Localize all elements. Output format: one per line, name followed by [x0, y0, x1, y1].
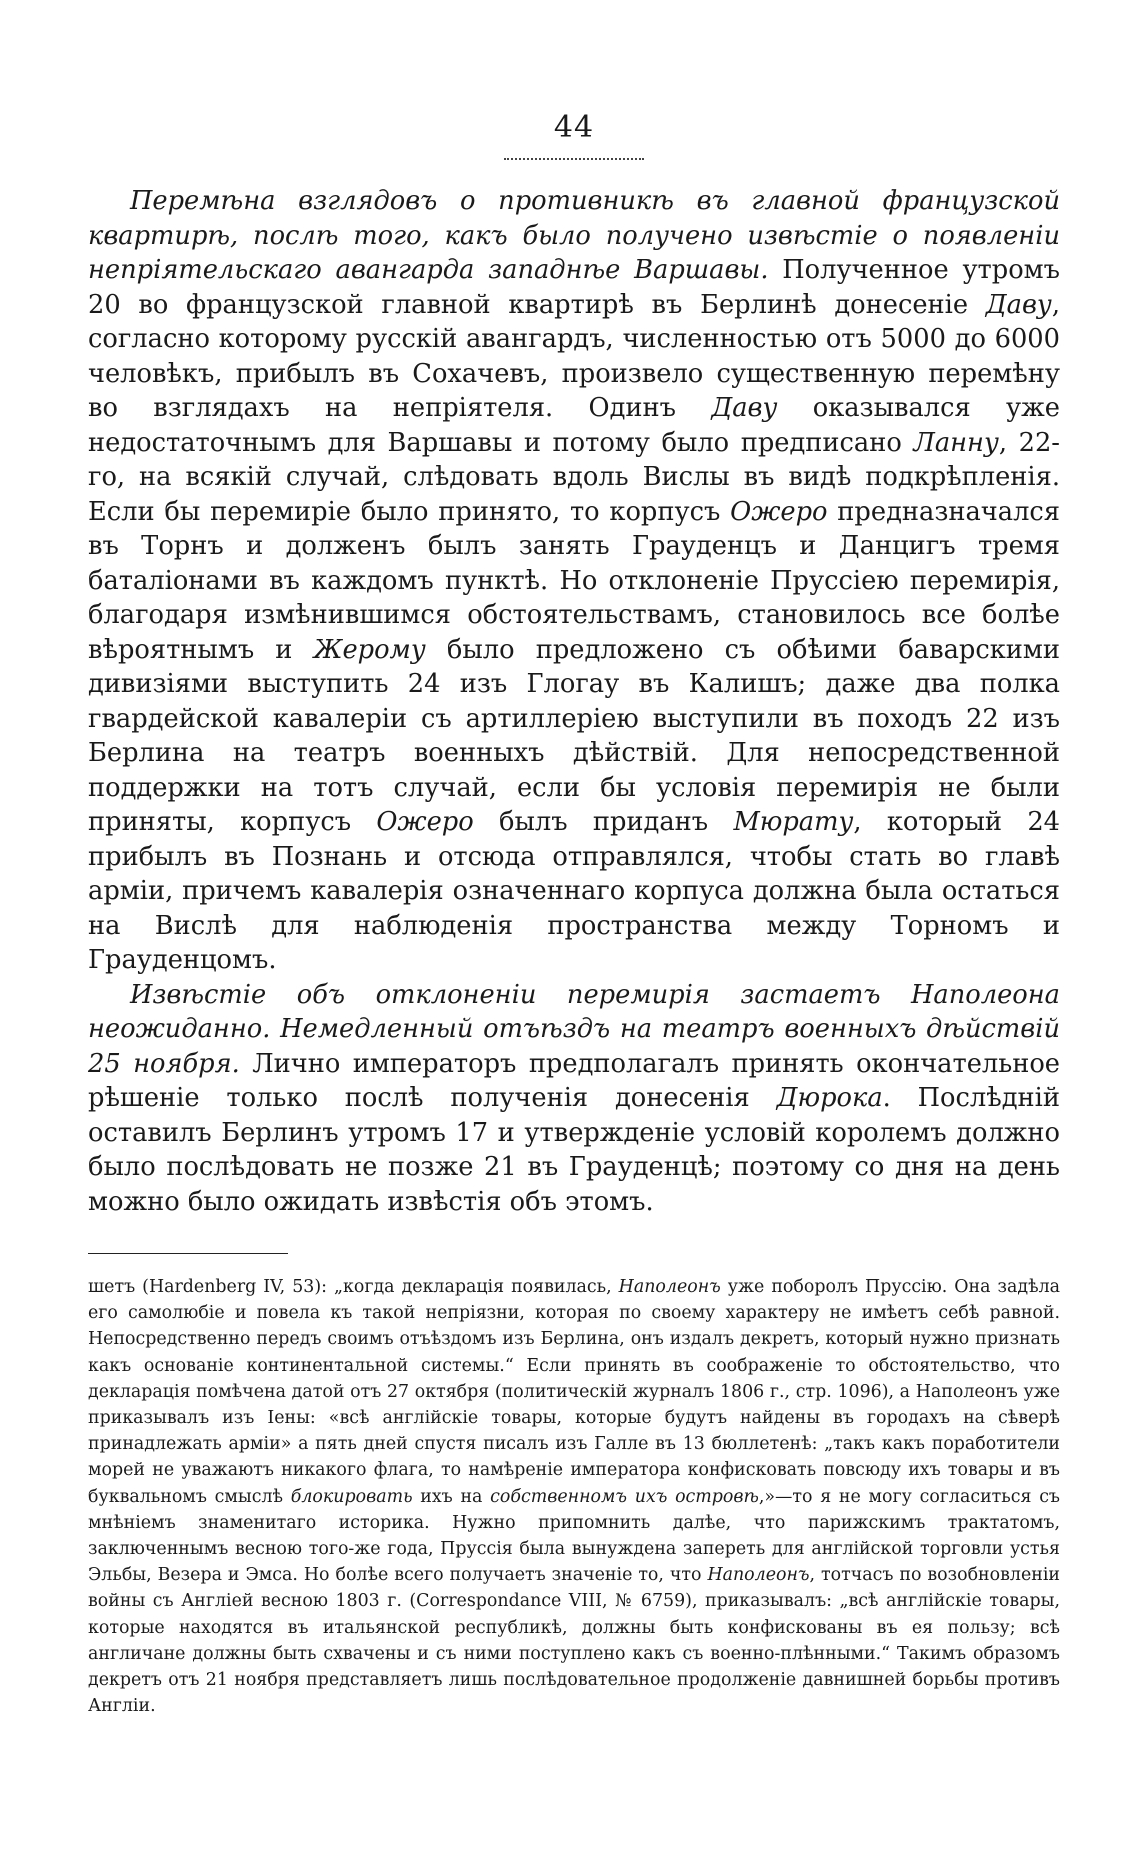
paragraph	[88, 184, 1060, 978]
person-name: Даву	[711, 393, 778, 423]
text-run: уже поборолъ Пруссію. Она задѣла его самолюбіе и повела къ такой непріязни, которая по своему характеру не имѣетъ себѣ равной. Непосредственно передъ своимъ отъѣздомъ изъ Берлина, онъ издалъ декретъ, который нужно признать какъ основаніе континентальной системы.“ Если принять въ соображеніе то обстоятельство, что декларація помѣчена датой отъ 27 октября (политическій журналъ 1806 г., стр. 1096), а Наполеонъ уже приказывалъ изъ Іены: «всѣ англійскіе товары, которые будутъ найдены въ городахъ на сѣверѣ принадлежать арміи» а пять дней спустя писалъ изъ Галле въ 13 бюллетенѣ: „такъ какъ поработители морей не уважаютъ никакого флага, то намѣреніе императора конфисковать повсюду ихъ товары и въ буквальномъ смыслѣ	[88, 1277, 1060, 1507]
emphasis: блокировать	[290, 1486, 413, 1507]
emphasis: собственномъ ихъ островѣ	[490, 1486, 759, 1507]
person-name: Ожеро	[376, 807, 474, 837]
person-name: Даву	[985, 289, 1052, 320]
text-run: предназначался въ Торнъ и долженъ былъ занять Грауденцъ и Данцигъ тремя баталіонами въ каждомъ пунктѣ. Но отклоненіе Пруссіею перемирія, благодаря измѣнившимся обстоятельствамъ, становилось все болѣе вѣроятнымъ и	[88, 496, 1060, 665]
person-name: Наполеонъ	[618, 1277, 721, 1297]
person-name: Дюрока	[776, 1083, 883, 1113]
text-run: Полученное утромъ 20 во французской главной квартирѣ въ Берлинѣ донесеніе	[88, 255, 1061, 320]
text-run: ,»—то я не могу согласиться съ мнѣніемъ знаменитаго историка. Нужно припомнить далѣе, что парижскимъ трактатомъ, заключеннымъ весною того-же года, Пруссія была вынуждена запереть для англійской торговли устья Эльбы, Везера и Эмса. Но болѣе всего получаетъ значеніе то, что	[88, 1486, 1060, 1586]
text-run: , тотчасъ по возобновленіи войны съ Англіей весною 1803 г. (Correspondance VIII, № 6759), приказывалъ: „всѣ англійскіе товары, которые находятся въ итальянской республикѣ, должны быть конфискованы въ ея пользу; всѣ англичане должны быть схвачены и съ ними поступлено какъ съ военно-плѣнными.“ Такимъ образомъ декретъ отъ 21 ноября представляетъ лишь послѣдовательное продолженіе давнишней борьбы противъ Англіи.	[88, 1565, 1060, 1717]
text-run: оказывался уже недостаточнымъ для Варшавы и потому было предписано	[88, 393, 1060, 458]
footnote	[88, 1274, 1060, 1719]
person-name: Жерому	[313, 634, 426, 665]
text-run: было предложено съ обѣими баварскими дивизіями выступить 24 изъ Глогау въ Калишъ; даже два полка гвардейской кавалеріи съ артиллеріею выступили въ походъ 22 изъ Берлина на театръ военныхъ дѣйствій. Для непосредственной поддержки на тотъ случай, если бы условія перемирія не были приняты, корпусъ	[88, 634, 1060, 837]
section-heading: Перемѣна взглядовъ о противникѣ въ главной французской квартирѣ, послѣ того, какъ было получено извѣстіе о появленіи непріятельскаго авангарда западнѣе Варшавы.	[88, 186, 1060, 285]
paragraph	[88, 978, 1060, 1220]
text-run: , согласно которому русскій авангардъ, численностью отъ 5000 до 6000 человѣкъ, прибылъ въ Сохачевъ, произвело существенную перемѣну во взглядахъ на непріятеля. Одинъ	[88, 289, 1060, 423]
main-text	[88, 184, 1060, 1219]
ornament-divider	[504, 148, 644, 160]
person-name: Наполеонъ	[707, 1565, 810, 1586]
text-run: . Послѣдній оставилъ Берлинъ утромъ 17 и утвержденіе условій королемъ должно было послѣдовать не позже 21 въ Грауденцѣ; поэтому со дня на день можно было ожидать извѣстія объ этомъ.	[88, 1083, 1060, 1217]
text-run: , 22-го, на всякій случай, слѣдовать вдоль Вислы въ видѣ подкрѣпленія. Если бы перемиріе было принято, то корпусъ	[88, 427, 1060, 527]
text-run: , который 24 прибылъ въ Познань и отсюда отправлялся, чтобы стать во главѣ арміи, причемъ кавалерія означеннаго корпуса должна была остаться на Вислѣ для наблюденія пространства между Торномъ и Грауденцомъ.	[88, 807, 1061, 975]
text-run: шетъ (Hardenberg IV, 53): „когда декларація появилась,	[88, 1277, 619, 1297]
text-run: Лично императоръ предполагалъ принять окончательное рѣшеніе только послѣ полученія донесенія	[88, 1048, 1060, 1113]
text-run: ихъ на	[412, 1486, 491, 1507]
page-number: 44	[553, 110, 595, 145]
footnote-separator	[88, 1253, 288, 1254]
person-name: Ланну	[913, 427, 999, 458]
person-name: Ожеро	[730, 496, 828, 527]
text-run: былъ приданъ	[473, 807, 734, 837]
person-name: Мюрату	[733, 807, 854, 837]
section-heading: Извѣстіе объ отклоненіи перемирія застаетъ Наполеона неожиданно. Немедленный отъѣздъ на театръ военныхъ дѣйствій 25 ноября.	[88, 979, 1060, 1079]
